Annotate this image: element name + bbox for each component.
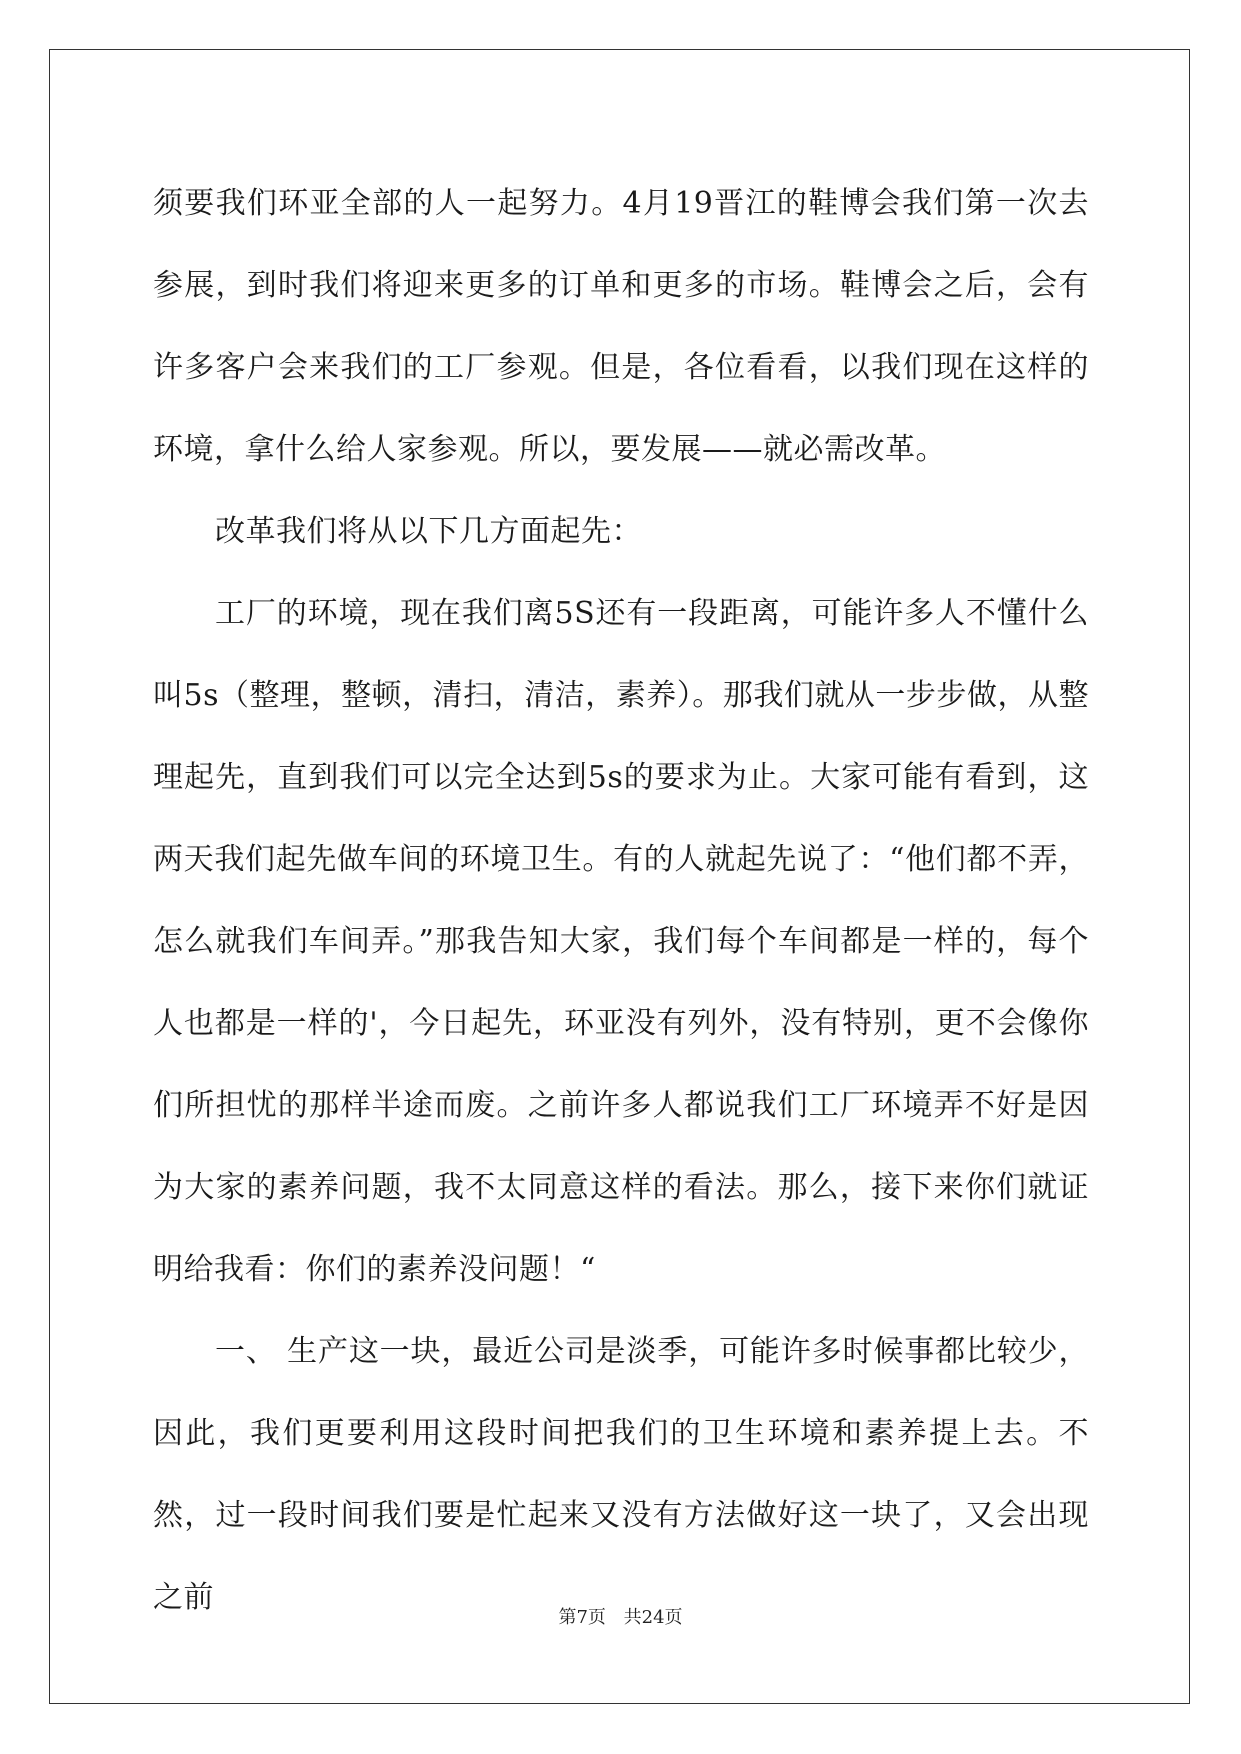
- paragraph-1: 须要我们环亚全部的人一起努力。4月19晋江的鞋博会我们第一次去参展，到时我们将迎来更多的订单和更多的市场。鞋博会之后，会有许多客户会来我们的工厂参观。但是，各位看看，以我们现在这样的环境，拿什么给人家参观。所以，要发展——就必需改革。: [153, 186, 1089, 467]
- page-footer: [0, 1603, 1241, 1629]
- page-total: 共24页: [623, 1607, 683, 1628]
- paragraph-3: 工厂的环境，现在我们离5S还有一段距离，可能许多人不懂什么叫5s（整理，整顿，清扫，清洁，素养）。那我们就从一步步做，从整理起先，直到我们可以完全达到5s的要求为止。大家可能有看到，这两天我们起先做车间的环境卫生。有的人就起先说了：“他们都不弄，怎么就我们车间弄。”那我告知大家，我们每个车间都是一样的，每个人也都是一样的'，今日起先，环亚没有列外，没有特别，更不会像你们所担忧的那样半途而废。之前许多人都说我们工厂环境弄不好是因为大家的素养问题，我不太同意这样的看法。那么，接下来你们就证明给我看：你们的素养没问题！“: [153, 596, 1089, 1287]
- page-number: 第7页: [558, 1607, 606, 1628]
- paragraph-4: 一、 生产这一块，最近公司是淡季，可能许多时候事都比较少，因此，我们更要利用这段时间把我们的卫生环境和素养提上去。不然，过一段时间我们要是忙起来又没有方法做好这一块了，又会出现之前: [153, 1334, 1089, 1615]
- paragraph-2: 改革我们将从以下几方面起先：: [215, 514, 642, 549]
- document-body: [153, 163, 1089, 1639]
